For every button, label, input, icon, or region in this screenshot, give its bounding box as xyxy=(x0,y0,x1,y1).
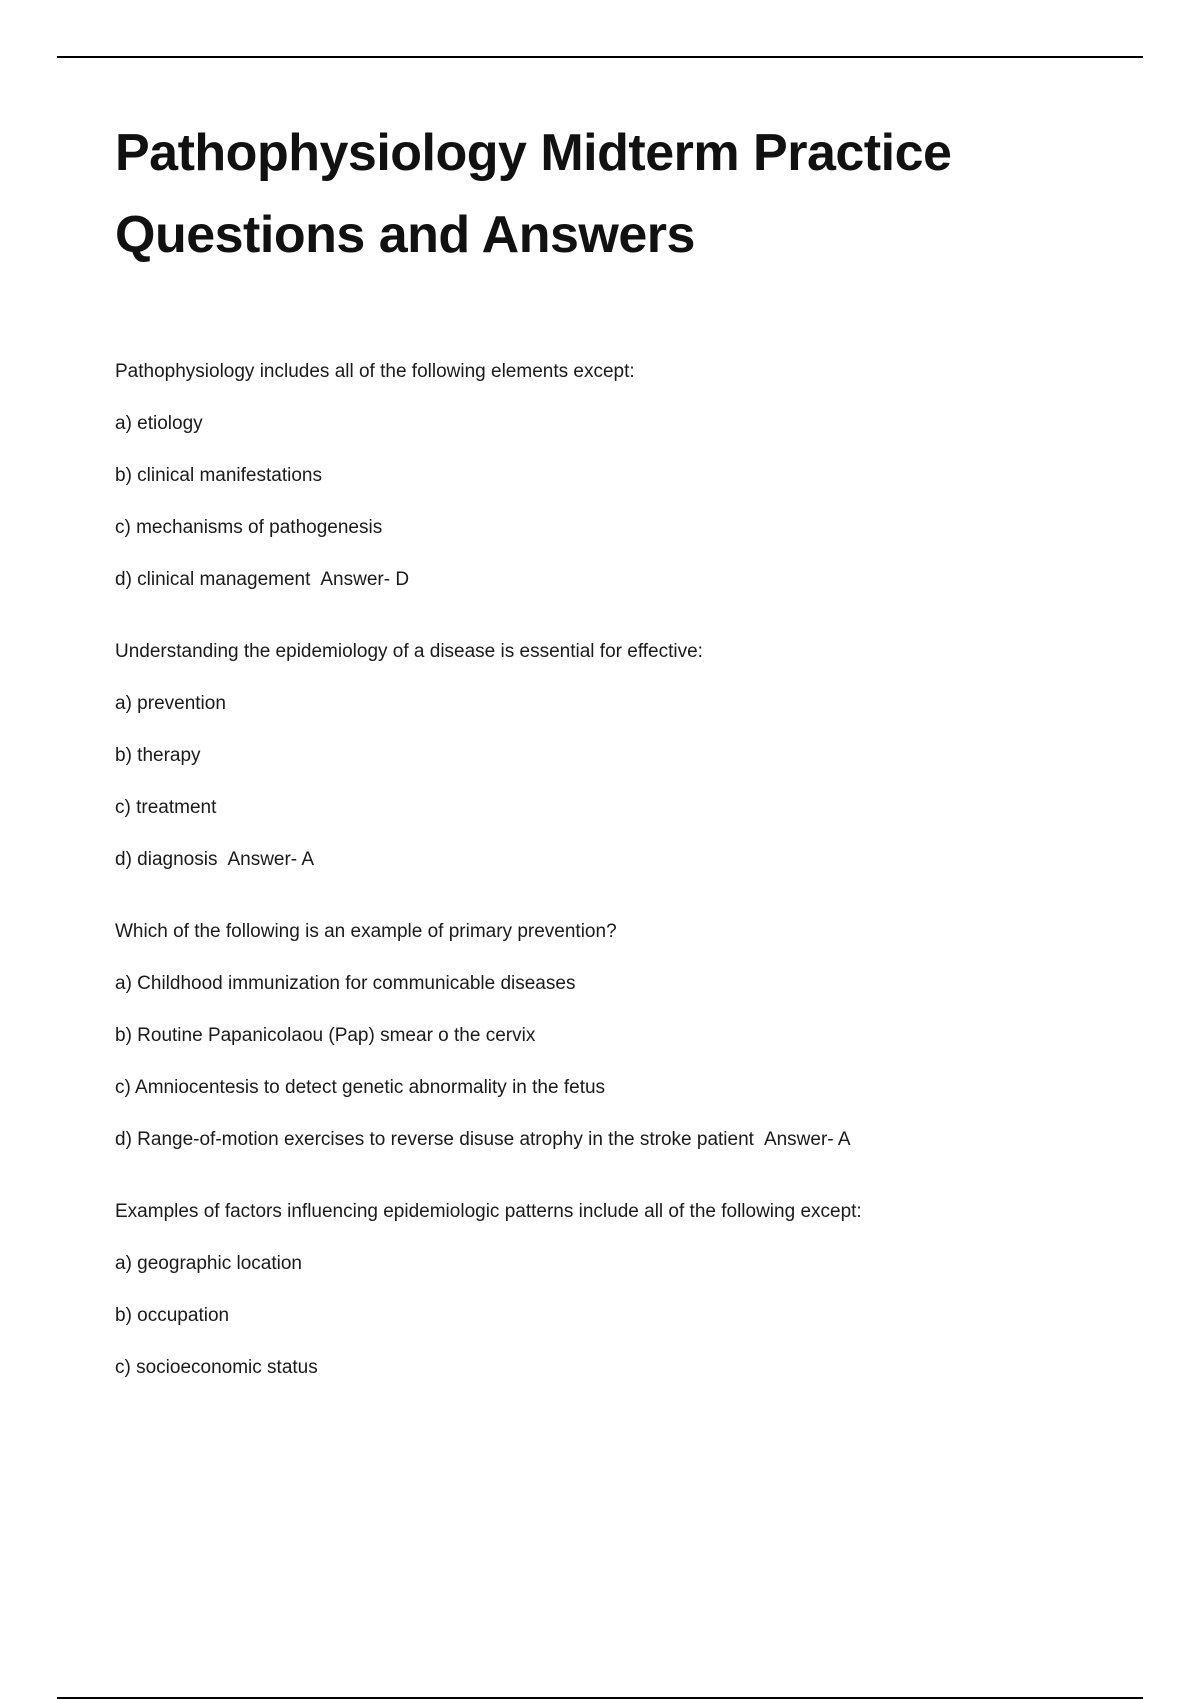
option-a: a) Childhood immunization for communicable diseases xyxy=(115,973,576,994)
option-d-with-answer xyxy=(115,1128,1115,1152)
document-title xyxy=(115,112,1115,276)
bottom-rule xyxy=(57,1697,1143,1699)
option-b: b) therapy xyxy=(115,745,201,766)
option-a: a) geographic location xyxy=(115,1253,302,1274)
option-b: b) clinical manifestations xyxy=(115,465,322,486)
answer-key: Answer- A xyxy=(227,849,315,870)
option-c: c) socioeconomic status xyxy=(115,1357,318,1378)
question-text: Which of the following is an example of primary prevention? xyxy=(115,921,617,942)
document-page xyxy=(115,112,1115,1428)
option-b: b) occupation xyxy=(115,1305,230,1326)
question-list xyxy=(115,360,1115,1380)
option-d-with-answer xyxy=(115,848,1115,872)
question-text: Pathophysiology includes all of the following elements except: xyxy=(115,361,635,382)
question-text: Understanding the epidemiology of a disease is essential for effective: xyxy=(115,641,703,662)
option-d: d) diagnosis xyxy=(115,849,218,870)
answer-key: Answer- A xyxy=(763,1129,851,1150)
question-3 xyxy=(115,920,1115,1152)
option-b: b) Routine Papanicolaou (Pap) smear o the cervix xyxy=(115,1025,536,1046)
option-c: c) Amniocentesis to detect genetic abnormality in the fetus xyxy=(115,1077,606,1098)
option-a: a) etiology xyxy=(115,413,203,434)
answer-key: Answer- D xyxy=(320,569,410,590)
option-c: c) mechanisms of pathogenesis xyxy=(115,517,383,538)
top-rule xyxy=(57,56,1143,58)
option-d-with-answer xyxy=(115,568,1115,592)
question-text: Examples of factors influencing epidemiologic patterns include all of the following except: xyxy=(115,1201,862,1222)
option-d: d) clinical management xyxy=(115,569,311,590)
question-4 xyxy=(115,1200,1115,1380)
option-d: d) Range-of-motion exercises to reverse disuse atrophy in the stroke patient xyxy=(115,1129,754,1150)
question-2 xyxy=(115,640,1115,872)
option-a: a) prevention xyxy=(115,693,226,714)
question-1 xyxy=(115,360,1115,592)
option-c: c) treatment xyxy=(115,797,217,818)
title-line-1: Pathophysiology Midterm Practice xyxy=(115,124,952,182)
title-line-2: Questions and Answers xyxy=(115,206,695,264)
